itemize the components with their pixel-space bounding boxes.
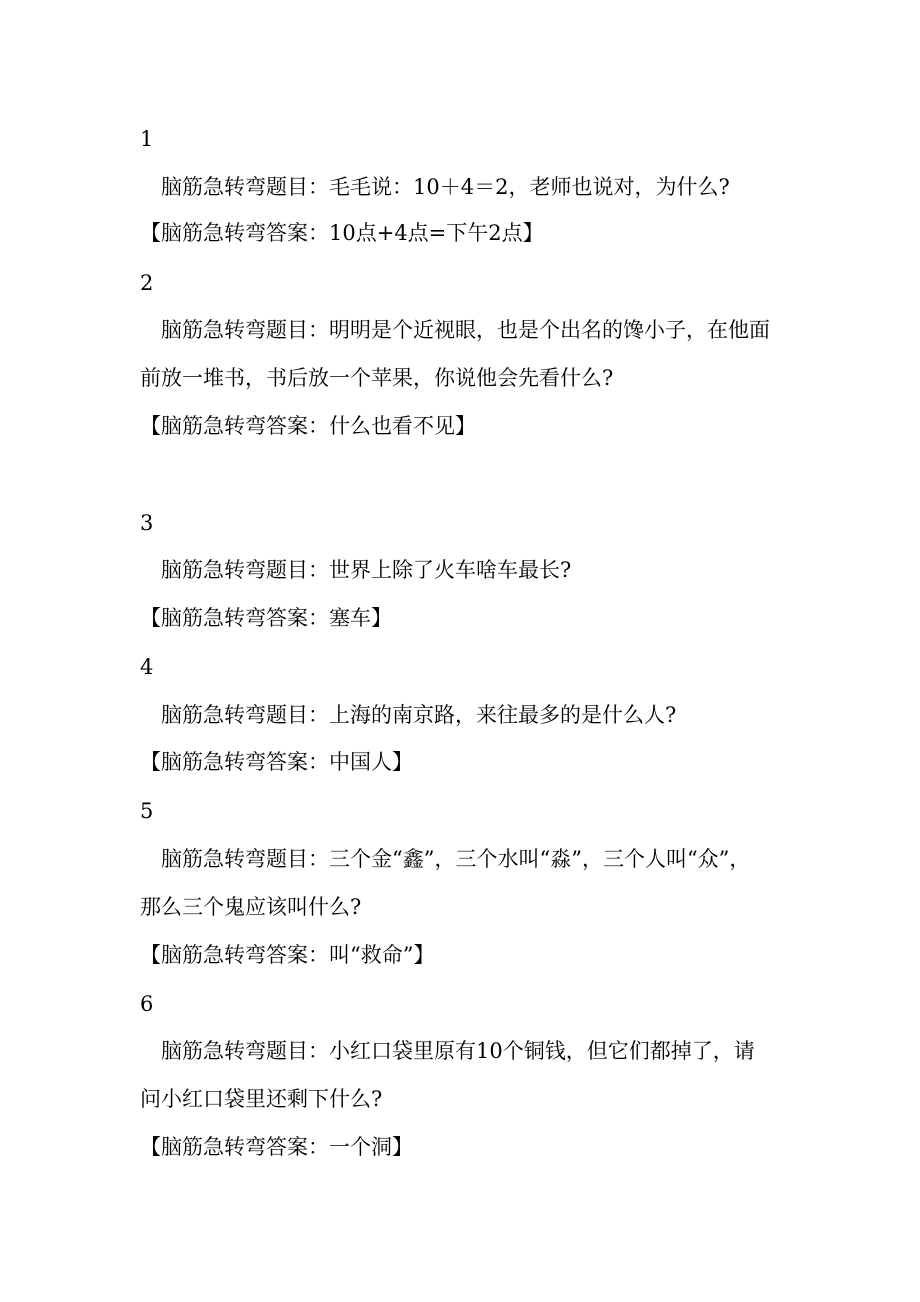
item-number: 5 bbox=[140, 799, 154, 823]
item-number: 2 bbox=[140, 271, 154, 295]
answer-text: 【脑筋急转弯答案：叫“救命”】 bbox=[140, 943, 435, 967]
question-text: 脑筋急转弯题目：明明是个近视眼，也是个出名的馋小子，在他面 bbox=[161, 318, 770, 342]
question-text-continued: 问小红口袋里还剩下什么? bbox=[140, 1087, 383, 1111]
question-text: 脑筋急转弯题目：上海的南京路，来往最多的是什么人? bbox=[161, 703, 677, 727]
item-number: 1 bbox=[140, 127, 154, 151]
item-number: 3 bbox=[140, 511, 154, 535]
answer-text: 【脑筋急转弯答案：塞车】 bbox=[140, 606, 392, 630]
question-text: 脑筋急转弯题目：毛毛说：10＋4＝2，老师也说对，为什么? bbox=[161, 175, 730, 199]
answer-text: 【脑筋急转弯答案：中国人】 bbox=[140, 750, 413, 774]
answer-text: 【脑筋急转弯答案：什么也看不见】 bbox=[140, 414, 476, 438]
item-number: 4 bbox=[140, 655, 154, 679]
question-text-continued: 前放一堆书，书后放一个苹果，你说他会先看什么? bbox=[140, 366, 614, 390]
question-text: 脑筋急转弯题目：小红口袋里原有10个铜钱，但它们都掉了，请 bbox=[161, 1039, 755, 1063]
question-text: 脑筋急转弯题目：三个金“鑫”，三个水叫“淼”，三个人叫“众”， bbox=[161, 847, 751, 871]
item-number: 6 bbox=[140, 992, 154, 1016]
question-text-continued: 那么三个鬼应该叫什么? bbox=[140, 895, 362, 919]
answer-text: 【脑筋急转弯答案：10点+4点=下午2点】 bbox=[140, 221, 544, 245]
question-text: 脑筋急转弯题目：世界上除了火车啥车最长? bbox=[161, 558, 572, 582]
answer-text: 【脑筋急转弯答案：一个洞】 bbox=[140, 1135, 413, 1159]
